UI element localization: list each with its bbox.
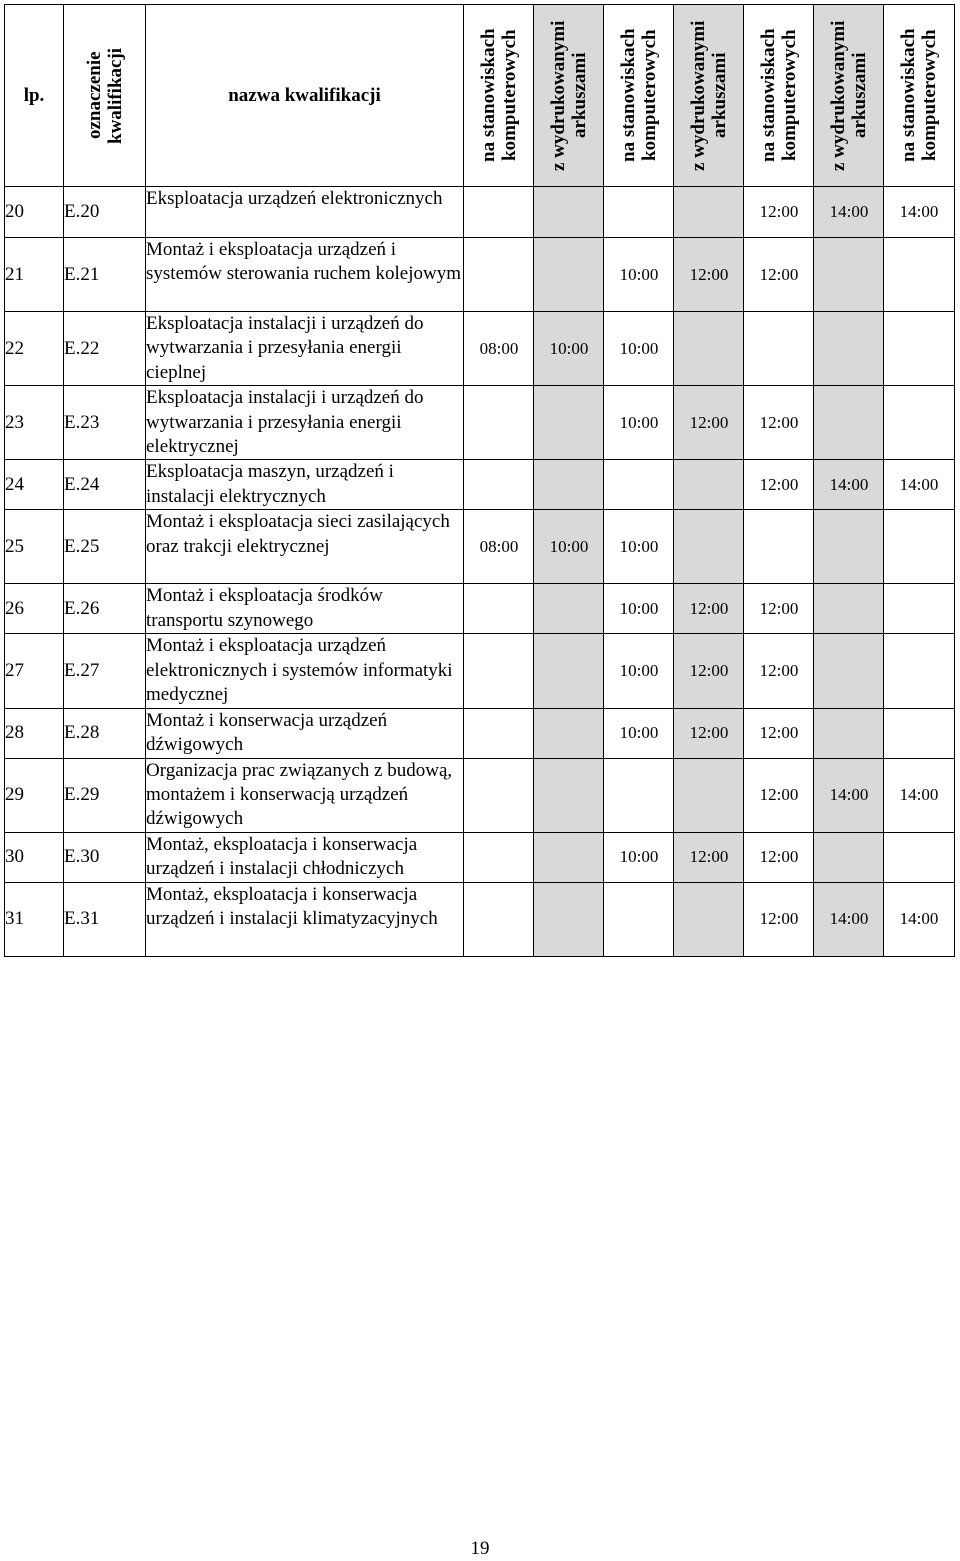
time-slot: 10:00	[619, 412, 659, 432]
header-row	[5, 5, 955, 187]
time-slot	[464, 847, 534, 867]
row-code: E.31	[64, 882, 146, 956]
table-row	[5, 634, 955, 708]
time-slot	[464, 599, 534, 619]
time-slot	[464, 202, 534, 222]
time-slot	[604, 475, 674, 495]
time-slot	[814, 661, 884, 681]
row-lp: 23	[5, 386, 64, 460]
time-slot: 12:00	[689, 598, 729, 618]
row-lp: 27	[5, 634, 64, 708]
row-times	[464, 708, 955, 758]
row-times	[464, 832, 955, 882]
time-slot: 10:00	[619, 338, 659, 358]
time-slot	[534, 847, 604, 867]
time-slot	[814, 265, 884, 285]
time-slot: 12:00	[689, 412, 729, 432]
time-slot	[884, 661, 954, 681]
time-slot: 08:00	[479, 338, 519, 358]
row-name: Montaż i konserwacja urządzeń dźwigowych	[146, 708, 464, 758]
row-name: Montaż i eksploatacja środków transportu szynowego	[146, 584, 464, 634]
row-lp: 21	[5, 238, 64, 312]
time-slot	[534, 265, 604, 285]
time-slot: 12:00	[759, 264, 799, 284]
time-slot: 12:00	[759, 847, 799, 867]
row-code: E.27	[64, 634, 146, 708]
time-slot: 14:00	[899, 909, 939, 929]
time-slot: 14:00	[899, 474, 939, 494]
row-lp: 29	[5, 758, 64, 832]
time-slot	[534, 661, 604, 681]
row-times	[464, 238, 955, 312]
time-slot: 10:00	[619, 264, 659, 284]
time-slot	[534, 785, 604, 805]
page-number: 19	[470, 1538, 490, 1559]
time-slot	[884, 847, 954, 867]
time-slot	[884, 599, 954, 619]
row-code: E.26	[64, 584, 146, 634]
row-lp: 30	[5, 832, 64, 882]
time-slot	[814, 339, 884, 359]
row-times	[464, 584, 955, 634]
time-slot	[744, 537, 814, 557]
row-lp: 28	[5, 708, 64, 758]
row-lp: 24	[5, 460, 64, 510]
time-slot: 12:00	[759, 785, 799, 805]
time-slot	[814, 413, 884, 433]
row-name: Montaż i eksploatacja urządzeń i systemów sterowania ruchem kolejowym	[146, 238, 464, 312]
row-times	[464, 758, 955, 832]
header-computer-2: na stanowiskach komputerowych	[604, 5, 674, 187]
header-computer-1: na stanowiskach komputerowych	[464, 5, 534, 187]
time-slot	[814, 537, 884, 557]
row-times	[464, 460, 955, 510]
table-row	[5, 758, 955, 832]
table-row	[5, 584, 955, 634]
row-name: Eksploatacja instalacji i urządzeń do wytwarzania i przesyłania energii cieplnej	[146, 312, 464, 386]
row-name: Eksploatacja urządzeń elektronicznych	[146, 187, 464, 238]
time-slot: 12:00	[759, 598, 799, 618]
row-name: Organizacja prac związanych z budową, montażem i konserwacją urządzeń dźwigowych	[146, 758, 464, 832]
time-slot	[534, 413, 604, 433]
exam-schedule-table	[4, 4, 955, 957]
header-code: oznaczenie kwalifikacji	[64, 5, 146, 187]
time-slot	[464, 723, 534, 743]
time-slot	[744, 339, 814, 359]
time-slot	[884, 537, 954, 557]
row-times	[464, 386, 955, 460]
time-slot	[674, 785, 744, 805]
table-row	[5, 882, 955, 956]
time-slot: 12:00	[689, 847, 729, 867]
row-lp: 25	[5, 510, 64, 584]
time-slot	[884, 723, 954, 743]
table-row	[5, 460, 955, 510]
header-computer-4: na stanowiskach komputerowych	[884, 5, 955, 187]
time-slot: 12:00	[759, 474, 799, 494]
time-slot	[674, 339, 744, 359]
time-slot: 10:00	[549, 338, 589, 358]
time-slot	[814, 723, 884, 743]
row-name: Eksploatacja instalacji i urządzeń do wytwarzania i przesyłania energii elektrycznej	[146, 386, 464, 460]
time-slot: 12:00	[759, 723, 799, 743]
time-slot	[884, 265, 954, 285]
time-slot	[464, 785, 534, 805]
time-slot	[534, 909, 604, 929]
row-code: E.21	[64, 238, 146, 312]
time-slot	[534, 723, 604, 743]
time-slot	[674, 909, 744, 929]
time-slot: 10:00	[549, 536, 589, 556]
time-slot: 10:00	[619, 661, 659, 681]
row-code: E.28	[64, 708, 146, 758]
time-slot: 12:00	[759, 202, 799, 221]
row-times	[464, 634, 955, 708]
time-slot	[464, 413, 534, 433]
time-slot: 14:00	[829, 785, 869, 805]
row-lp: 22	[5, 312, 64, 386]
row-lp: 31	[5, 882, 64, 956]
header-lp: lp.	[5, 5, 64, 187]
row-name: Eksploatacja maszyn, urządzeń i instalacji elektrycznych	[146, 460, 464, 510]
time-slot	[534, 599, 604, 619]
row-code: E.30	[64, 832, 146, 882]
time-slot: 14:00	[829, 909, 869, 929]
row-code: E.23	[64, 386, 146, 460]
row-lp: 26	[5, 584, 64, 634]
time-slot	[814, 847, 884, 867]
time-slot	[604, 909, 674, 929]
time-slot	[464, 265, 534, 285]
table-row	[5, 312, 955, 386]
time-slot	[884, 339, 954, 359]
time-slot	[464, 475, 534, 495]
table-row	[5, 238, 955, 312]
table-row	[5, 832, 955, 882]
row-code: E.29	[64, 758, 146, 832]
row-code: E.24	[64, 460, 146, 510]
time-slot: 12:00	[689, 661, 729, 681]
header-paper-1: z wydrukowanymi arkuszami	[534, 5, 604, 187]
header-paper-3: z wydrukowanymi arkuszami	[814, 5, 884, 187]
time-slot: 14:00	[899, 202, 939, 221]
time-slot	[464, 909, 534, 929]
time-slot	[674, 475, 744, 495]
time-slot: 10:00	[619, 536, 659, 556]
time-slot: 14:00	[829, 474, 869, 494]
row-name: Montaż i eksploatacja sieci zasilających oraz trakcji elektrycznej	[146, 510, 464, 584]
table-row	[5, 386, 955, 460]
time-slot: 12:00	[759, 412, 799, 432]
time-slot: 10:00	[619, 723, 659, 743]
row-lp: 20	[5, 187, 64, 238]
table-row	[5, 708, 955, 758]
time-slot: 14:00	[829, 202, 869, 221]
table-row	[5, 187, 955, 238]
time-slot: 12:00	[759, 909, 799, 929]
time-slot: 10:00	[619, 598, 659, 618]
time-slot: 14:00	[899, 785, 939, 805]
header-paper-2: z wydrukowanymi arkuszami	[674, 5, 744, 187]
time-slot	[674, 202, 744, 222]
row-code: E.20	[64, 187, 146, 238]
row-name: Montaż i eksploatacja urządzeń elektronicznych i systemów informatyki medycznej	[146, 634, 464, 708]
time-slot	[534, 475, 604, 495]
time-slot	[884, 413, 954, 433]
row-name: Montaż, eksploatacja i konserwacja urządzeń i instalacji chłodniczych	[146, 832, 464, 882]
row-times	[464, 882, 955, 956]
time-slot: 12:00	[689, 723, 729, 743]
row-name: Montaż, eksploatacja i konserwacja urządzeń i instalacji klimatyzacyjnych	[146, 882, 464, 956]
row-times	[464, 187, 955, 238]
time-slot: 10:00	[619, 847, 659, 867]
table-row	[5, 510, 955, 584]
header-name: nazwa kwalifikacji	[146, 5, 464, 187]
time-slot	[604, 785, 674, 805]
row-code: E.25	[64, 510, 146, 584]
time-slot: 08:00	[479, 536, 519, 556]
time-slot	[674, 537, 744, 557]
time-slot	[604, 202, 674, 222]
header-computer-3: na stanowiskach komputerowych	[744, 5, 814, 187]
time-slot: 12:00	[689, 264, 729, 284]
row-times	[464, 510, 955, 584]
row-code: E.22	[64, 312, 146, 386]
time-slot	[464, 661, 534, 681]
row-times	[464, 312, 955, 386]
time-slot	[534, 202, 604, 222]
time-slot: 12:00	[759, 661, 799, 681]
time-slot	[814, 599, 884, 619]
